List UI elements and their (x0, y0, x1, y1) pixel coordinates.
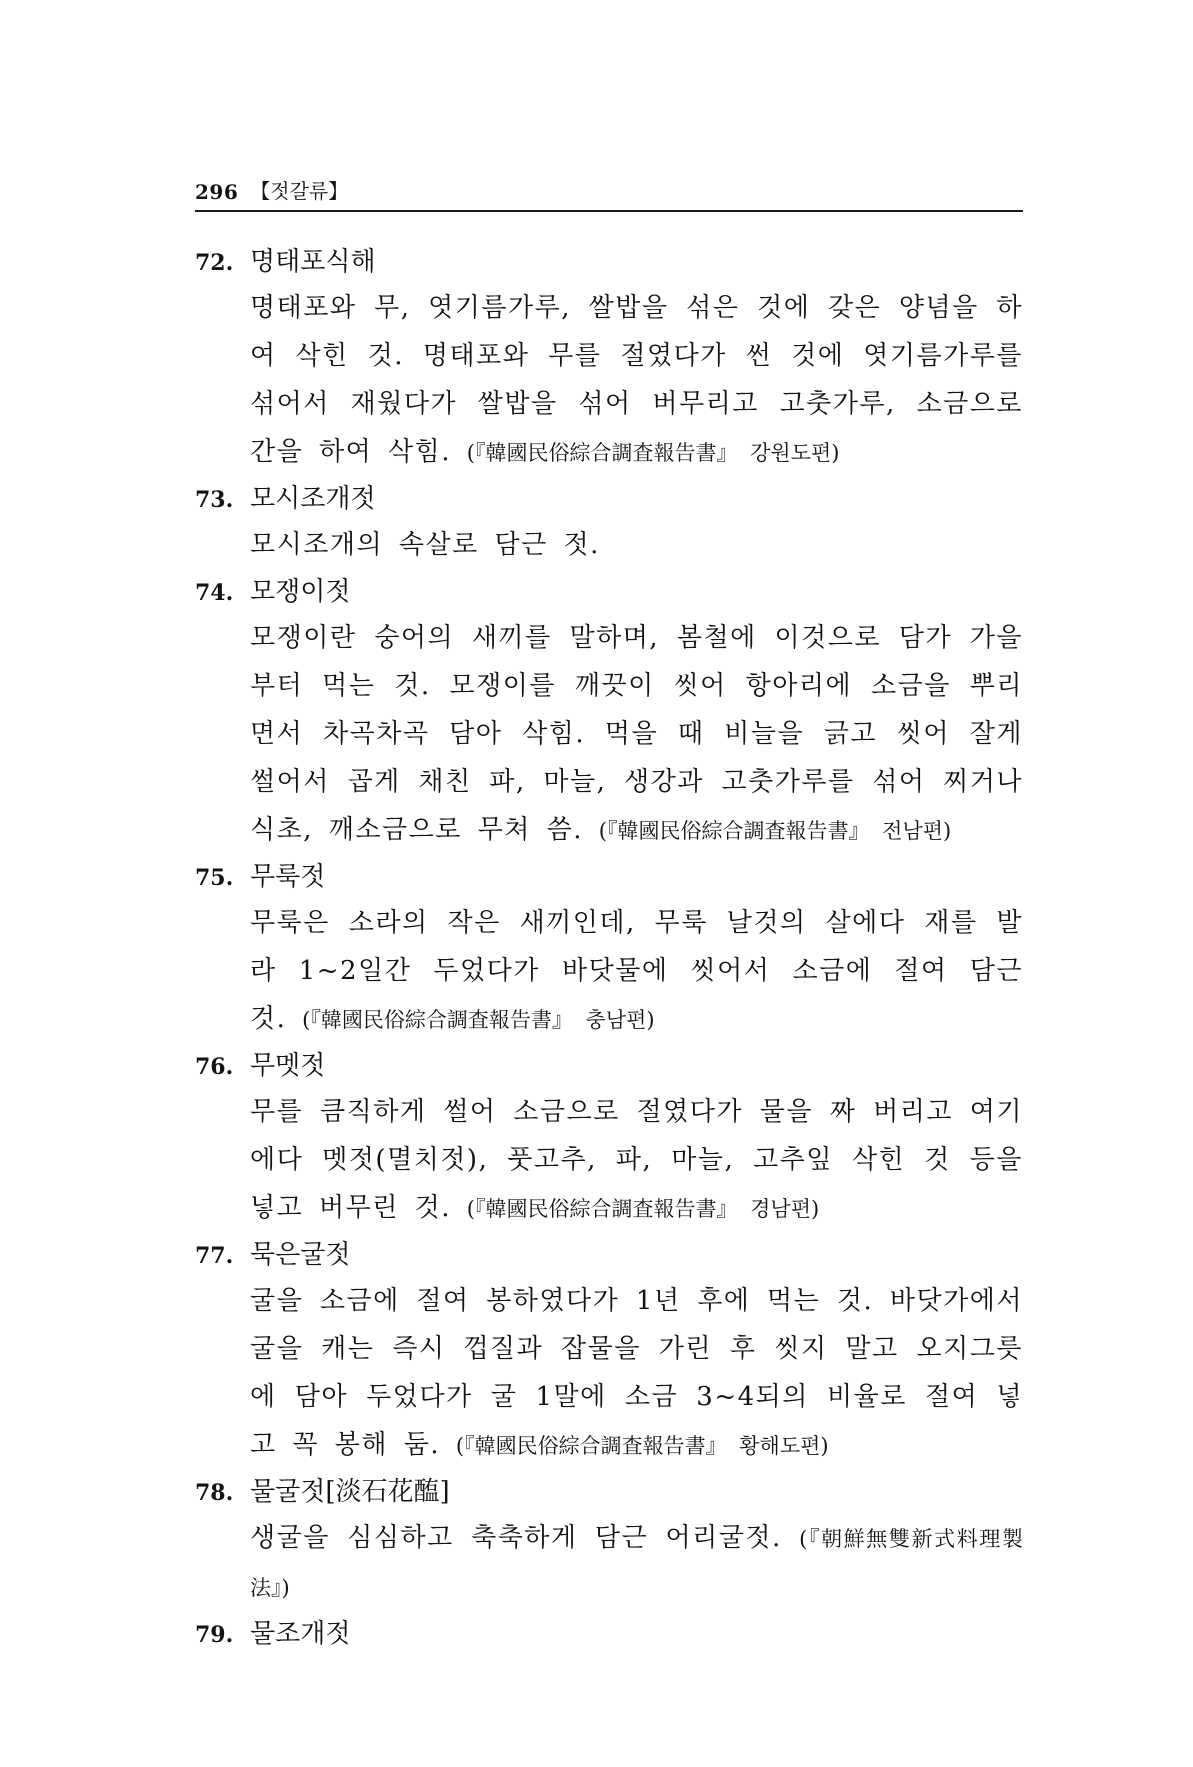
entry-list (195, 240, 1023, 1656)
entry-75 (195, 855, 1023, 1044)
entry-title: 모시조개젓 (250, 484, 376, 514)
entry-text: 생굴을 심심하고 축축하게 담근 어리굴젓. (250, 1523, 800, 1553)
entry-title: 물조개젓 (250, 1619, 351, 1649)
entry-79 (195, 1612, 1023, 1656)
entry-72 (195, 240, 1023, 477)
entry-number: 72. (195, 250, 234, 276)
entry-title: 무룩젓 (250, 862, 326, 892)
entry-text: 무룩은 소라의 작은 새끼인데, 무룩 날것의 살에다 재를 발라 1~2일간 두었다가 바닷물에 씻어서 소금에 절여 담근 것. (250, 908, 1023, 1034)
entry-number: 74. (195, 580, 234, 606)
page-number: 296 (195, 180, 239, 204)
entry-number: 79. (195, 1622, 234, 1648)
entry-source: (『韓國民俗綜合調査報告書』 전남편) (598, 819, 952, 843)
entry-body (250, 1277, 1023, 1470)
entry-heading (195, 855, 1023, 899)
entry-heading (195, 1470, 1023, 1514)
entry-body (250, 1514, 1023, 1612)
entry-73 (195, 477, 1023, 570)
entry-body (250, 899, 1023, 1044)
entry-heading (195, 570, 1023, 614)
entry-body (250, 521, 1023, 570)
entry-body (250, 1088, 1023, 1233)
running-title: 【젓갈류】 (250, 179, 349, 203)
entry-77 (195, 1233, 1023, 1470)
entry-heading (195, 1233, 1023, 1277)
entry-78 (195, 1470, 1023, 1612)
entry-number: 75. (195, 865, 234, 891)
entry-body (250, 284, 1023, 477)
entry-heading (195, 1612, 1023, 1656)
entry-number: 78. (195, 1480, 234, 1506)
entry-source: (『朝鮮無雙新式料理製法』) (250, 1527, 1023, 1600)
entry-source: (『韓國民俗綜合調査報告書』 경남편) (466, 1197, 820, 1221)
entry-body (250, 614, 1023, 855)
entry-heading (195, 477, 1023, 521)
entry-text: 모시조개의 속살로 담근 젓. (250, 530, 600, 560)
entry-title: 모쟁이젓 (250, 577, 351, 607)
entry-title: 명태포식해 (250, 247, 376, 277)
page-header (195, 174, 1023, 212)
entry-number: 76. (195, 1054, 234, 1080)
entry-title: 무멧젓 (250, 1051, 326, 1081)
entry-number: 73. (195, 487, 234, 513)
entry-source: (『韓國民俗綜合調査報告書』 황해도편) (455, 1434, 829, 1458)
entry-74 (195, 570, 1023, 855)
entry-heading (195, 240, 1023, 284)
entry-title: 물굴젓[淡石花醢] (250, 1477, 450, 1507)
entry-source: (『韓國民俗綜合調査報告書』 충남편) (302, 1008, 655, 1032)
entry-title: 묵은굴젓 (250, 1240, 351, 1270)
entry-text: 모쟁이란 숭어의 새끼를 말하며, 봄철에 이것으로 담가 가을부터 먹는 것. 모쟁이를 깨끗이 씻어 항아리에 소금을 뿌리면서 차곡차곡 담아 삭힘. 먹을 때 비늘을 긁고 씻어 잘게 썰어서 곱게 채친 파, 마늘, 생강과 고춧가루를 섞어 찌거나 식초, 깨소금으로 무쳐 씀. (250, 623, 1023, 845)
entry-heading (195, 1044, 1023, 1088)
entry-source: (『韓國民俗綜合調査報告書』 강원도편) (466, 441, 840, 465)
entry-number: 77. (195, 1243, 234, 1269)
entry-text: 무를 큼직하게 썰어 소금으로 절였다가 물을 짜 버리고 여기에다 멧젓(멸치젓), 풋고추, 파, 마늘, 고추잎 삭힌 것 등을 넣고 버무린 것. (250, 1097, 1023, 1223)
entry-text: 굴을 소금에 절여 봉하였다가 1년 후에 먹는 것. 바닷가에서 굴을 캐는 즉시 껍질과 잡물을 가린 후 씻지 말고 오지그릇에 담아 두었다가 굴 1말에 소금 3~4되의 비율로 절여 넣고 꼭 봉해 둠. (250, 1286, 1023, 1460)
entry-text: 명태포와 무, 엿기름가루, 쌀밥을 섞은 것에 갖은 양념을 하여 삭힌 것. 명태포와 무를 절였다가 썬 것에 엿기름가루를 섞어서 재웠다가 쌀밥을 섞어 버무리고 고춧가루, 소금으로 간을 하여 삭힘. (250, 293, 1023, 467)
entry-76 (195, 1044, 1023, 1233)
